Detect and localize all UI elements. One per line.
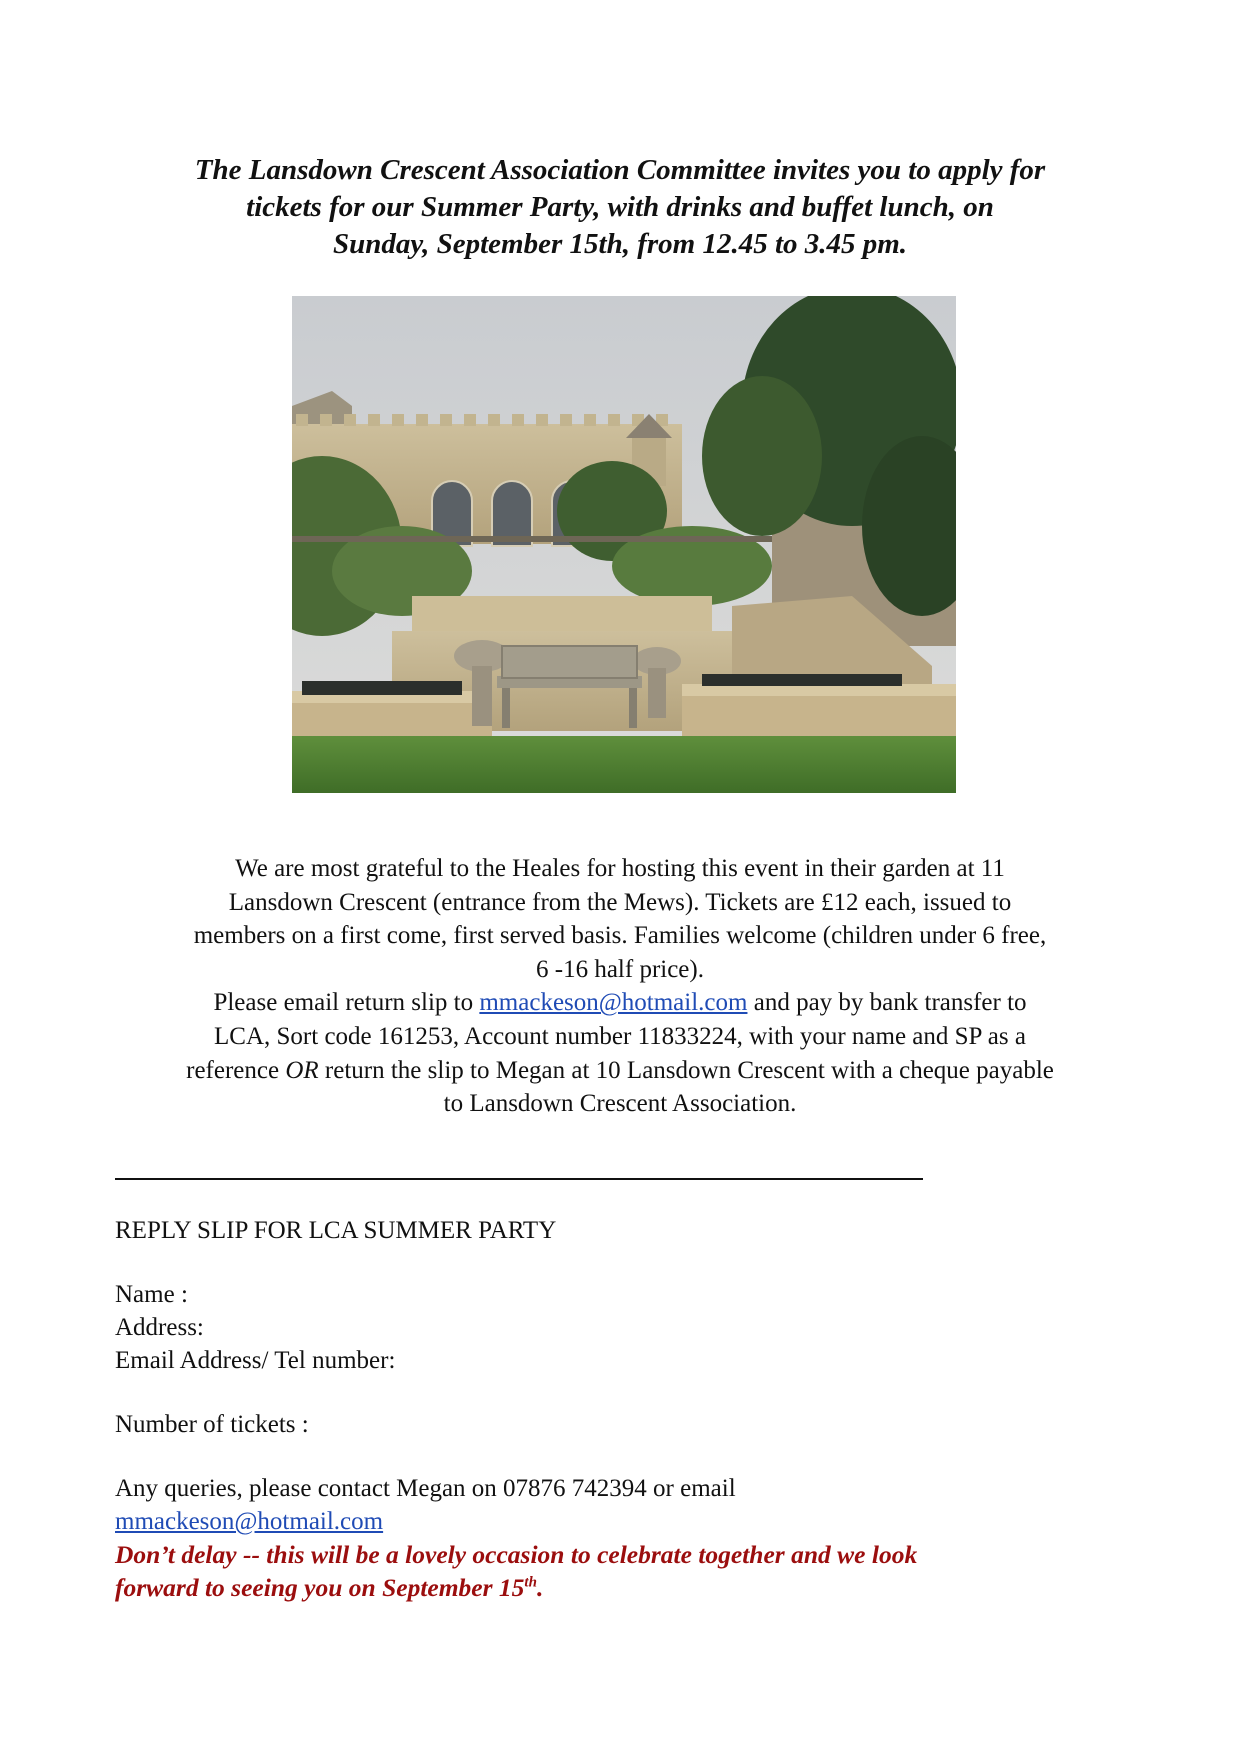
queries-text: Any queries, please contact Megan on 07876 742394 or email — [115, 1475, 736, 1502]
or-emphasis: OR — [285, 1056, 319, 1084]
closing-line — [115, 1571, 1115, 1604]
event-details — [100, 852, 1140, 1121]
details-line — [100, 986, 1140, 1020]
name-label: Name : — [115, 1281, 188, 1308]
details-line: members on a first come, first served basis. Families welcome (children under 6 free, — [193, 922, 1047, 950]
cut-line-divider — [115, 1178, 923, 1180]
closing-text: forward to seeing you on September 15 — [115, 1573, 525, 1602]
details-text: reference — [186, 1056, 286, 1084]
details-text: Please email return slip to — [213, 989, 480, 1017]
reply-slip — [115, 1214, 1115, 1604]
tickets-label: Number of tickets : — [115, 1411, 309, 1438]
headline-line: The Lansdown Crescent Association Committee invites you to apply for — [194, 154, 1046, 186]
details-line: LCA, Sort code 161253, Account number 11833224, with your name and SP as a — [214, 1022, 1026, 1050]
headline-line: tickets for our Summer Party, with drinks and buffet lunch, on — [246, 191, 994, 223]
details-text: return the slip to Megan at 10 Lansdown Crescent with a cheque payable — [318, 1056, 1054, 1084]
details-line: to Lansdown Crescent Association. — [443, 1090, 797, 1118]
details-line: We are most grateful to the Heales for hosting this event in their garden at 11 — [235, 855, 1005, 882]
garden-photo — [292, 296, 956, 793]
reply-slip-title: REPLY SLIP FOR LCA SUMMER PARTY — [115, 1217, 557, 1244]
headline-line: Sunday, September 15th, from 12.45 to 3.45 pm. — [332, 228, 908, 260]
queries-email-link[interactable]: mmackeson@hotmail.com — [115, 1508, 384, 1535]
invitation-headline — [100, 152, 1140, 263]
details-line — [100, 1054, 1140, 1088]
ordinal-suffix: th — [524, 1574, 537, 1591]
details-line: 6 -16 half price). — [536, 955, 704, 983]
contact-label: Email Address/ Tel number: — [115, 1347, 396, 1374]
closing-line: Don’t delay -- this will be a lovely occasion to celebrate together and we look — [115, 1540, 918, 1569]
details-text: and pay by bank transfer to — [747, 989, 1027, 1017]
details-line: Lansdown Crescent (entrance from the Mews). Tickets are £12 each, issued to — [228, 888, 1012, 916]
closing-punctuation: . — [536, 1573, 544, 1602]
address-label: Address: — [115, 1314, 204, 1341]
email-link[interactable]: mmackeson@hotmail.com — [479, 989, 748, 1017]
